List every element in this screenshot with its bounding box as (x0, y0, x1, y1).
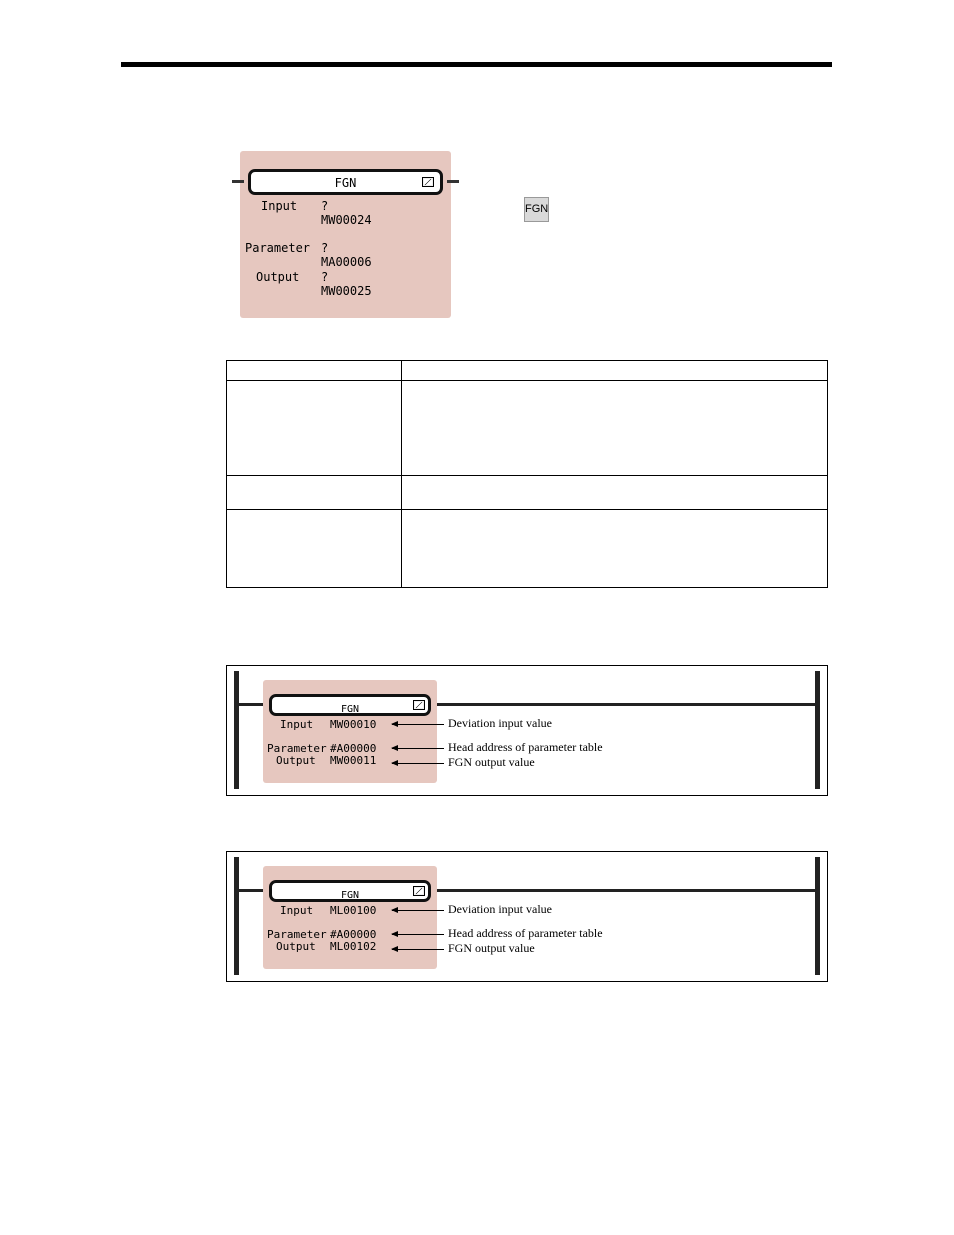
right-wire (447, 180, 459, 183)
output-address[interactable]: MW00025 (321, 284, 372, 298)
input-unset-mark: ? (321, 199, 329, 213)
function-definition-icon[interactable] (413, 886, 425, 896)
parameter-label: Parameter (267, 742, 327, 755)
function-definition-icon[interactable] (422, 177, 434, 187)
arrow-input (392, 910, 444, 911)
block-title-bar[interactable] (269, 880, 431, 902)
output-label: Output (276, 754, 316, 767)
block-title: FGN (334, 176, 357, 190)
fgn-function-block[interactable] (263, 680, 437, 783)
output-unset-mark: ? (321, 270, 329, 284)
fgn-function-block[interactable] (240, 151, 451, 318)
fgn-toolbar-button[interactable]: FGN (524, 197, 549, 222)
left-power-rail (234, 671, 239, 789)
fgn-function-block[interactable] (263, 866, 437, 969)
annotation-input: Deviation input value (448, 716, 552, 730)
right-power-rail (815, 671, 820, 789)
right-wire (433, 889, 817, 892)
output-label: Output (256, 270, 300, 284)
parameter-address[interactable]: MA00006 (321, 255, 372, 269)
function-definition-icon[interactable] (413, 700, 425, 710)
arrow-parameter (392, 934, 444, 935)
arrow-input (392, 724, 444, 725)
input-label: Input (261, 199, 298, 213)
arrow-output (392, 763, 444, 764)
input-label: Input (280, 904, 314, 917)
annotation-input: Deviation input value (448, 902, 552, 916)
block-title-bar[interactable] (248, 169, 443, 195)
right-wire (433, 703, 817, 706)
right-power-rail (815, 857, 820, 975)
block-title: FGN (340, 704, 360, 715)
example-panel-1 (226, 665, 828, 796)
output-label: Output (276, 940, 316, 953)
header-rule (121, 62, 832, 67)
annotation-parameter: Head address of parameter table (448, 926, 603, 940)
parameter-address[interactable]: #A00000 (330, 928, 377, 941)
left-wire (232, 180, 244, 183)
example-panel-2 (226, 851, 828, 982)
arrow-parameter (392, 748, 444, 749)
input-address[interactable]: MW00024 (321, 213, 372, 227)
output-address[interactable]: MW00011 (330, 754, 377, 767)
annotation-output: FGN output value (448, 941, 535, 955)
annotation-output: FGN output value (448, 755, 535, 769)
input-label: Input (280, 718, 314, 731)
input-address[interactable]: ML00100 (330, 904, 377, 917)
parameter-address[interactable]: #A00000 (330, 742, 377, 755)
left-power-rail (234, 857, 239, 975)
parameter-unset-mark: ? (321, 241, 329, 255)
block-title-bar[interactable] (269, 694, 431, 716)
parameter-label: Parameter (245, 241, 311, 255)
block-title: FGN (340, 890, 360, 901)
output-address[interactable]: ML00102 (330, 940, 377, 953)
parameter-label: Parameter (267, 928, 327, 941)
parameter-table (226, 360, 828, 588)
input-address[interactable]: MW00010 (330, 718, 377, 731)
arrow-output (392, 949, 444, 950)
annotation-parameter: Head address of parameter table (448, 740, 603, 754)
